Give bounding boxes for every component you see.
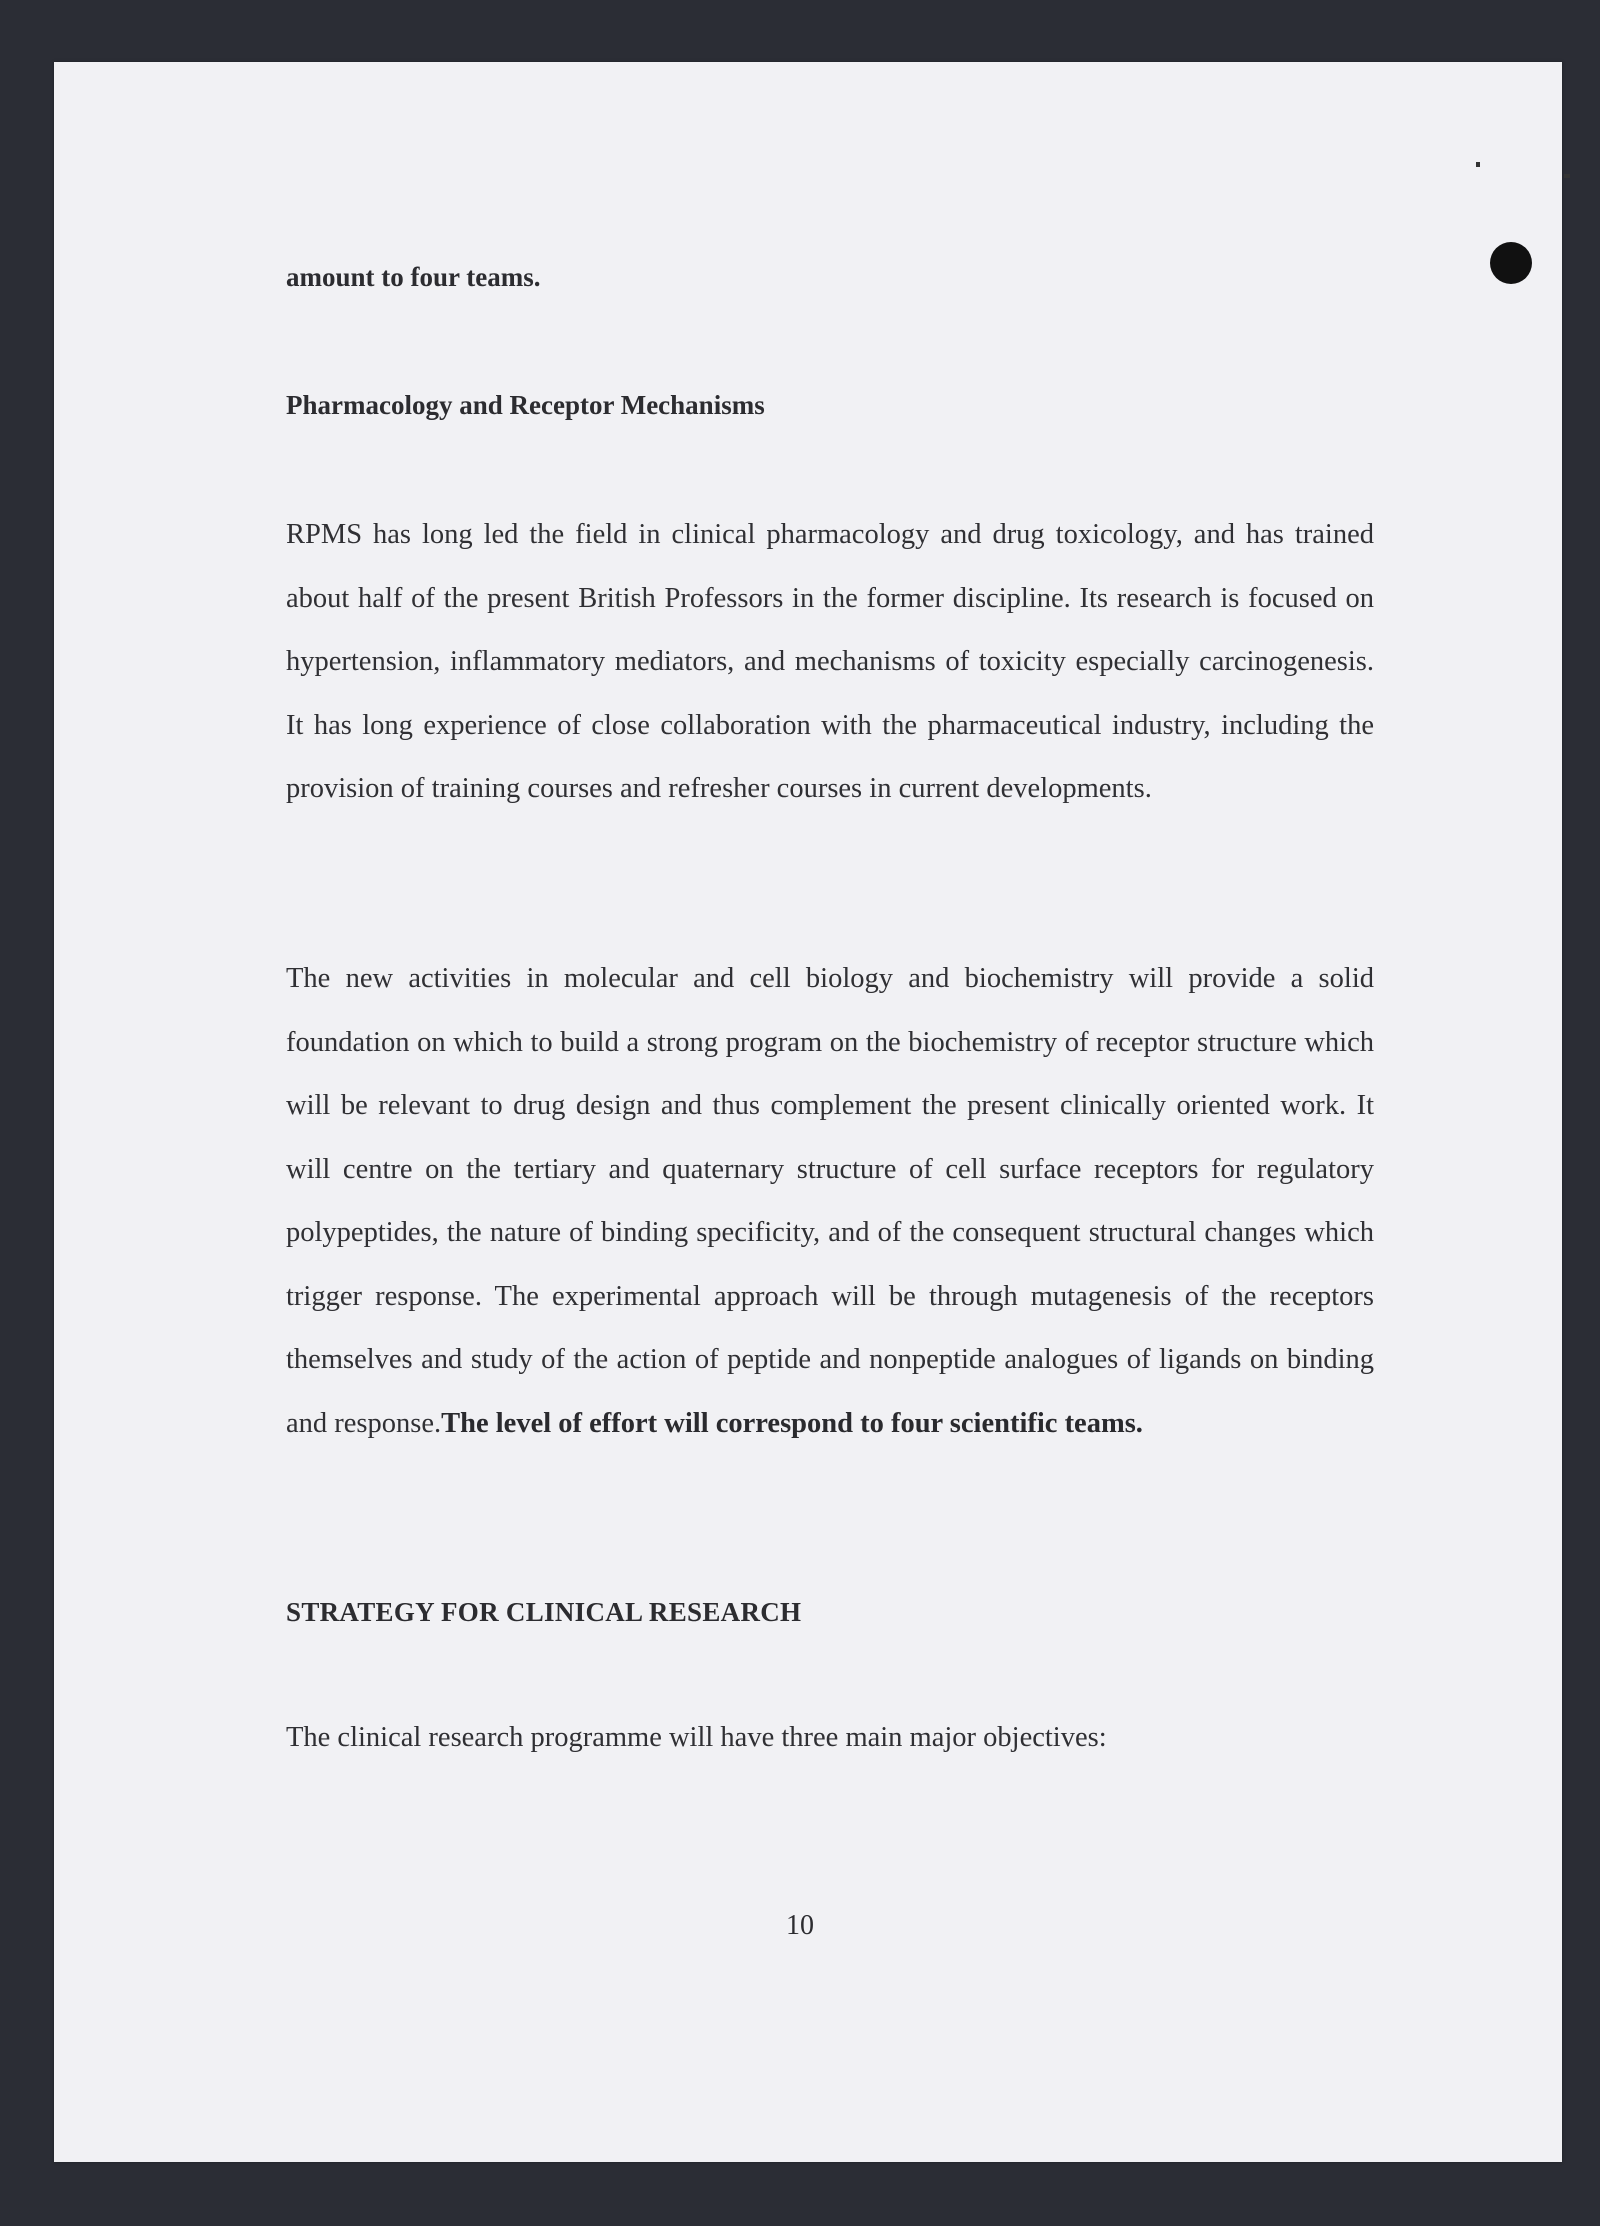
paragraph-receptor-program	[286, 947, 1374, 1455]
strategy-heading: STRATEGY FOR CLINICAL RESEARCH	[286, 1597, 802, 1627]
page-number: 10	[786, 1910, 814, 1941]
section-heading: Pharmacology and Receptor Mechanisms	[286, 390, 765, 420]
continuation-line: amount to four teams.	[286, 262, 541, 292]
paragraph-receptor-effort: The level of effort will correspond to four scientific teams.	[441, 1407, 1143, 1439]
paragraph-receptor-text: The new activities in molecular and cell biology and biochemistry will provide a solid foundation on which to build a strong program on the biochemistry of receptor structure which will be relevant to drug design and thus complement the present clinically oriented work. It will centre on the tertiary and quaternary structure of cell surface receptors for regulatory polypeptides, the nature of binding specificity, and of the consequent structural changes which trigger response. The experimental approach will be through mutagenesis of the receptors themselves and study of the action of peptide and nonpeptide analogues of ligands on binding and response.	[286, 963, 1374, 1439]
paragraph-objectives: The clinical research programme will have three main major objectives:	[286, 1722, 1107, 1753]
ink-speck	[1564, 174, 1570, 178]
punch-hole	[1490, 242, 1532, 284]
paragraph-pharmacology: RPMS has long led the field in clinical pharmacology and drug toxicology, and has trained about half of the present British Professors in the former discipline. Its research is focused on hypertension, inflammatory mediators, and mechanisms of toxicity especially carcinogenesis. It has long experience of close collaboration with the pharmaceutical industry, including the provision of training courses and refresher courses in current developments.	[286, 519, 1374, 804]
ink-speck	[1476, 162, 1480, 167]
